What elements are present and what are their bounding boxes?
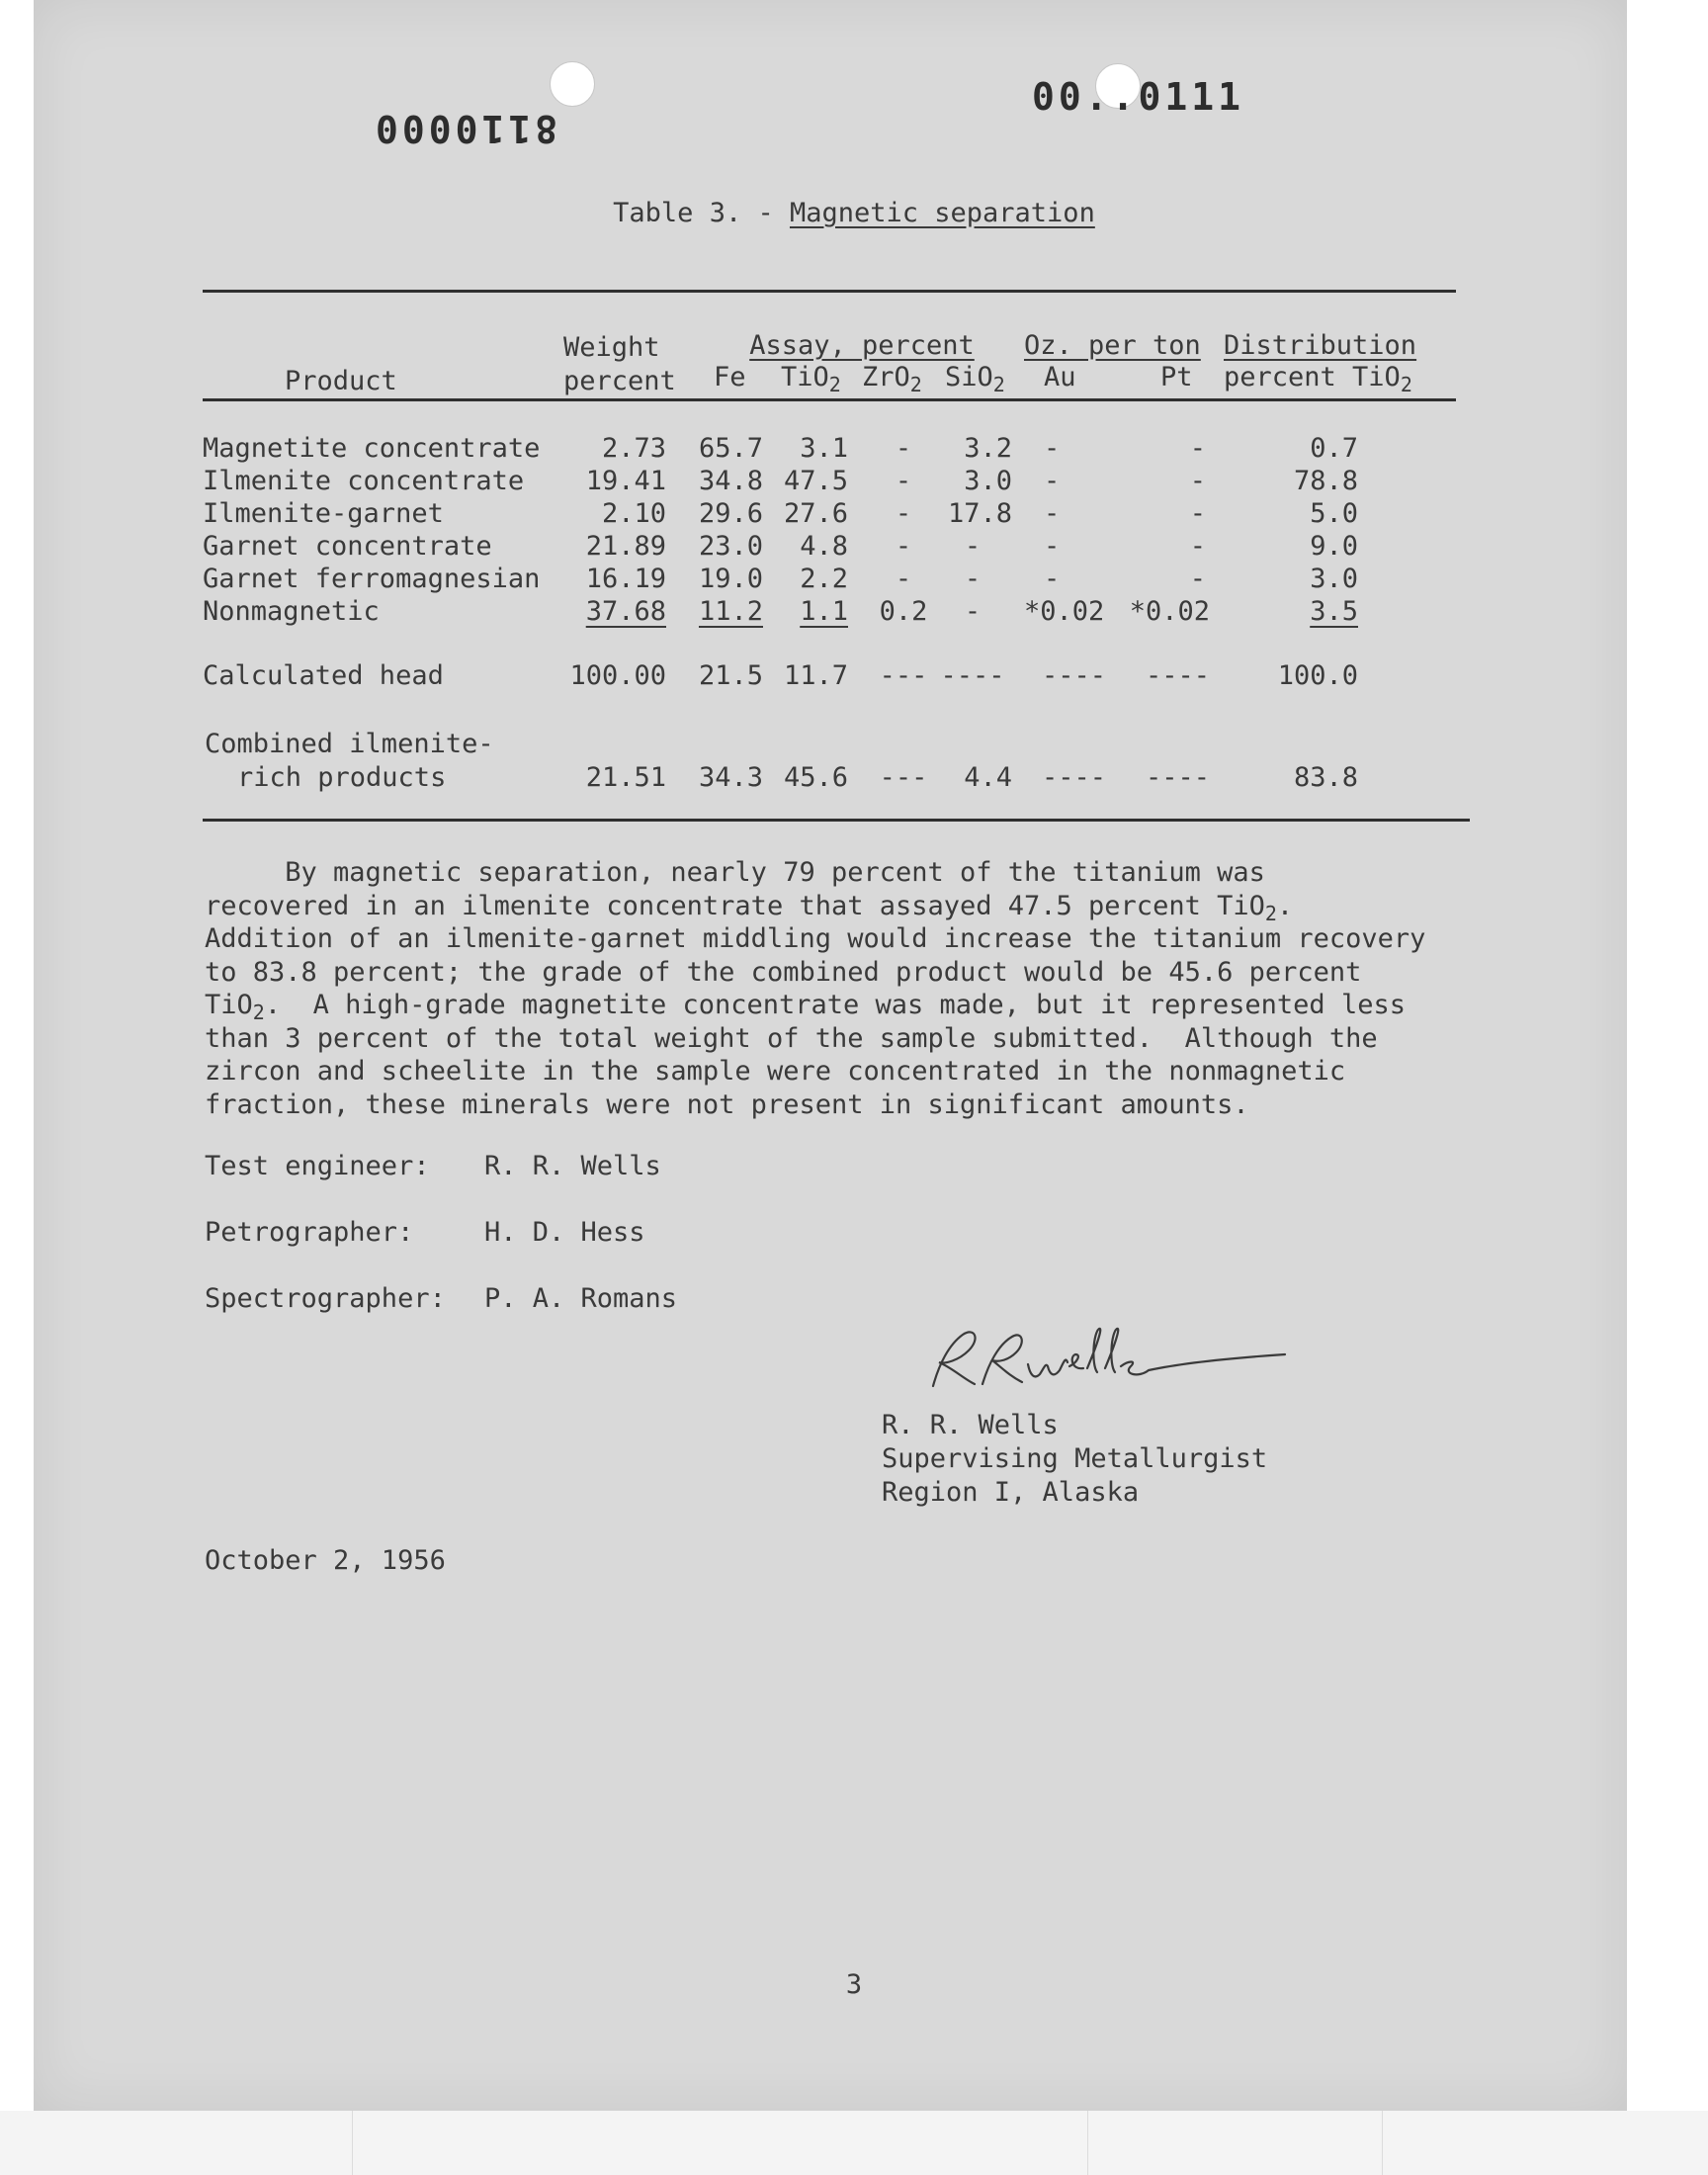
cell-au: ---- <box>1042 762 1107 793</box>
header-weight-l1: Weight <box>563 332 660 363</box>
cell-tio2: 11.7 <box>783 660 848 691</box>
cell-au: - <box>1044 498 1061 529</box>
cell-fe: 23.0 <box>698 531 763 562</box>
punch-hole-left <box>550 61 595 107</box>
header-distribution-l2: percent TiO$_2$ <box>1224 362 1412 396</box>
cell-sio2: 17.8 <box>947 498 1012 529</box>
header-distribution-l1: Distribution <box>1224 330 1417 361</box>
cell-sio2: ---- <box>940 660 1005 691</box>
table-caption: Magnetic separation <box>789 198 1095 228</box>
cell-product: Ilmenite concentrate <box>203 466 525 496</box>
header-pt: Pt <box>1160 362 1193 392</box>
cell-pt: - <box>1189 466 1206 496</box>
credit-test-engineer-role: Test engineer: <box>205 1151 430 1181</box>
cell-zro2: - <box>895 498 912 529</box>
page-number: 3 <box>845 1969 863 2000</box>
table-bottom-rule <box>203 819 1470 822</box>
cell-zro2: --- <box>879 762 928 793</box>
cell-distribution: 100.0 <box>1277 660 1358 691</box>
scanner-margin <box>0 2111 1708 2175</box>
cell-product: Garnet concentrate <box>203 531 492 562</box>
cell-weight: 2.10 <box>601 498 666 529</box>
cell-au: - <box>1044 433 1061 464</box>
cell-distribution: 3.0 <box>1310 564 1358 594</box>
cell-product: Calculated head <box>203 660 444 691</box>
cell-product: Ilmenite-garnet <box>203 498 444 529</box>
cell-distribution: 78.8 <box>1293 466 1358 496</box>
cell-pt: - <box>1189 433 1206 464</box>
cell-weight: 19.41 <box>585 466 666 496</box>
cell-fe: 34.3 <box>698 762 763 793</box>
cell-weight: 21.51 <box>585 762 666 793</box>
svg-text:RRWells: RRWells <box>919 1305 924 1306</box>
cell-zro2: --- <box>879 660 928 691</box>
cell-zro2: - <box>895 531 912 562</box>
header-product: Product <box>285 366 397 396</box>
cell-zro2: - <box>895 433 912 464</box>
cell-au: *0.02 <box>1024 596 1105 627</box>
cell-weight: 37.68 <box>585 596 666 627</box>
cell-tio2: 4.8 <box>800 531 848 562</box>
table-number: Table 3. - <box>613 198 790 228</box>
cell-zro2: - <box>895 564 912 594</box>
cell-pt: - <box>1189 564 1206 594</box>
cell-pt: ---- <box>1145 660 1210 691</box>
cell-tio2: 3.1 <box>800 433 848 464</box>
body-paragraph: By magnetic separation, nearly 79 percent of the titanium was recovered in an ilmenite concentrate that assayed 47.5 percent TiO$_2$. Addition of an ilmenite-garnet middling would increase the titanium recovery to 83.8 percent; the grade of the combined product would be 45.6 percent TiO$_2$. A high-grade magnetite concentrate was made, but it represented less than 3 percent of the total weight of the sample submitted. Although the zircon and scheelite in the sample were concentrated in the nonmagnetic fraction, these minerals were not present in significant amounts. <box>205 857 1426 1120</box>
header-zro2: ZrO$_2$ <box>862 362 922 396</box>
cell-tio2: 1.1 <box>800 596 848 627</box>
header-au: Au <box>1044 362 1076 392</box>
cell-weight: 100.00 <box>569 660 666 691</box>
signature-name: R. R. Wells <box>882 1410 1059 1440</box>
credit-test-engineer-name: R. R. Wells <box>484 1151 661 1181</box>
cell-tio2: 27.6 <box>783 498 848 529</box>
cell-distribution: 3.5 <box>1310 596 1358 627</box>
header-sio2: SiO$_2$ <box>945 362 1005 396</box>
cell-sio2: 4.4 <box>964 762 1012 793</box>
table-title <box>0 198 1708 228</box>
credit-spectrographer-role: Spectrographer: <box>205 1283 446 1314</box>
cell-pt: *0.02 <box>1129 596 1210 627</box>
credit-petrographer-role: Petrographer: <box>205 1217 414 1248</box>
cell-product: Magnetite concentrate <box>203 433 541 464</box>
signature-region: Region I, Alaska <box>882 1477 1140 1508</box>
cell-sio2: - <box>964 564 982 594</box>
archive-stamp-right: 00..0111 <box>1032 75 1245 119</box>
cell-weight: 2.73 <box>601 433 666 464</box>
cell-sio2: 3.2 <box>964 433 1012 464</box>
cell-product: Garnet ferromagnesian <box>203 564 541 594</box>
cell-distribution: 83.8 <box>1293 762 1358 793</box>
cell-tio2: 45.6 <box>783 762 848 793</box>
table-header-rule <box>203 398 1456 401</box>
cell-sio2: - <box>964 596 982 627</box>
cell-sio2: 3.0 <box>964 466 1012 496</box>
cell-fe: 21.5 <box>698 660 763 691</box>
cell-pt: - <box>1189 498 1206 529</box>
cell-fe: 19.0 <box>698 564 763 594</box>
credit-petrographer-name: H. D. Hess <box>484 1217 645 1248</box>
cell-au: - <box>1044 564 1061 594</box>
cell-distribution: 0.7 <box>1310 433 1358 464</box>
cell-sio2: - <box>964 531 982 562</box>
cell-pt: - <box>1189 531 1206 562</box>
table-top-rule <box>203 290 1456 293</box>
cell-tio2: 47.5 <box>783 466 848 496</box>
header-assay: Assay, percent <box>749 330 975 361</box>
handwritten-signature <box>919 1305 1295 1404</box>
cell-zro2: 0.2 <box>879 596 928 627</box>
cell-tio2: 2.2 <box>800 564 848 594</box>
cell-pt: ---- <box>1145 762 1210 793</box>
credit-spectrographer-name: P. A. Romans <box>484 1283 678 1314</box>
cell-fe: 29.6 <box>698 498 763 529</box>
cell-distribution: 5.0 <box>1310 498 1358 529</box>
cell-fe: 34.8 <box>698 466 763 496</box>
header-weight-l2: percent <box>563 366 676 396</box>
cell-product: Nonmagnetic <box>203 596 380 627</box>
cell-au: - <box>1044 466 1061 496</box>
cell-fe: 11.2 <box>698 596 763 627</box>
cell-distribution: 9.0 <box>1310 531 1358 562</box>
signature-title: Supervising Metallurgist <box>882 1443 1268 1474</box>
cell-fe: 65.7 <box>698 433 763 464</box>
document-date: October 2, 1956 <box>205 1545 446 1576</box>
header-oz-per-ton: Oz. per ton <box>1024 330 1201 361</box>
header-tio2: TiO$_2$ <box>781 362 841 396</box>
cell-weight: 16.19 <box>585 564 666 594</box>
cell-zro2: - <box>895 466 912 496</box>
cell-product-l1: Combined ilmenite- <box>205 729 494 759</box>
header-fe: Fe <box>714 362 746 392</box>
cell-au: - <box>1044 531 1061 562</box>
cell-product-l2: rich products <box>237 762 447 793</box>
cell-au: ---- <box>1042 660 1107 691</box>
cell-weight: 21.89 <box>585 531 666 562</box>
archive-stamp-left: 8110000 <box>372 107 558 150</box>
